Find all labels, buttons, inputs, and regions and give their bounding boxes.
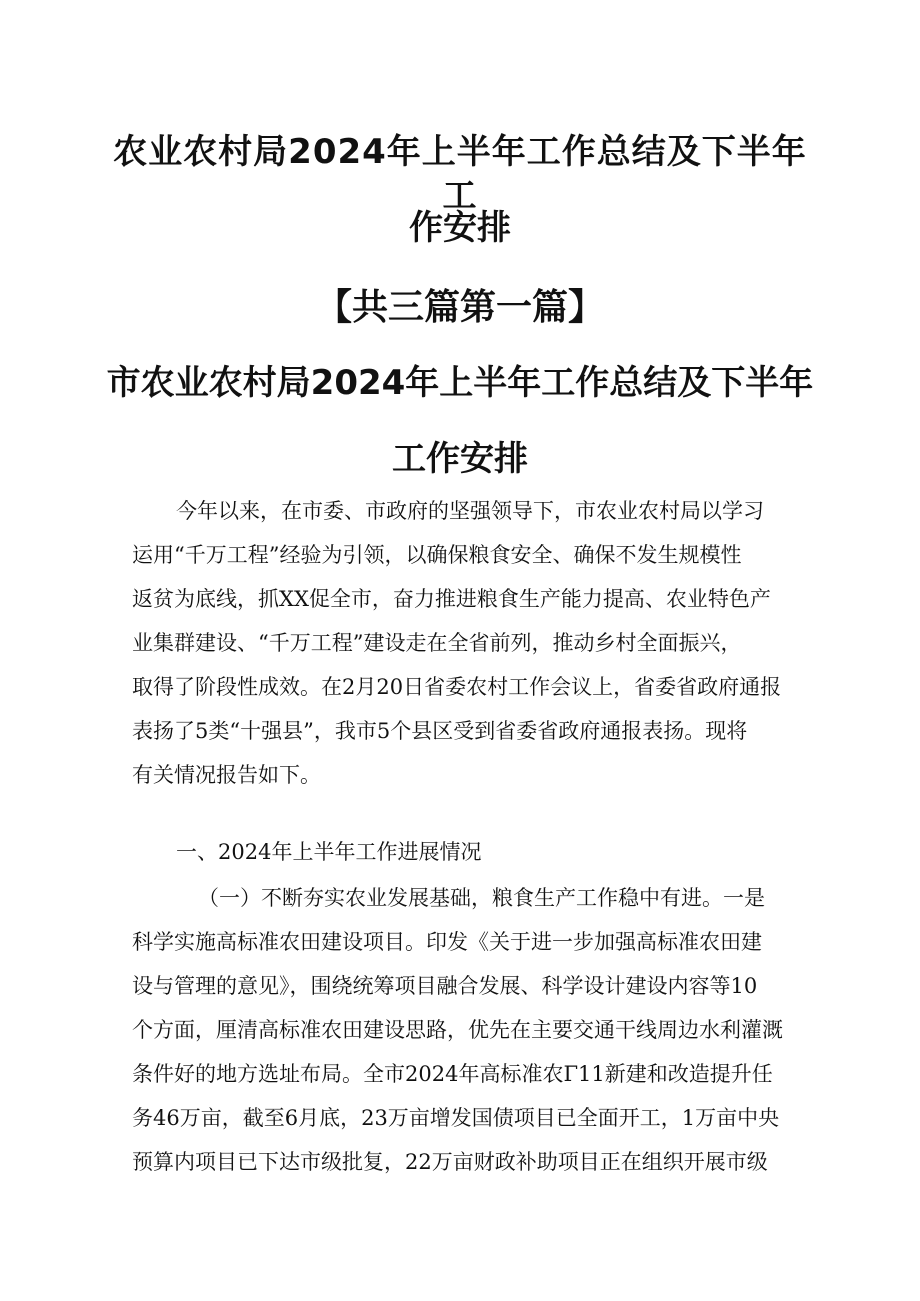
section-heading (132, 830, 792, 874)
paragraph-line: 取得了阶段性成效。在2月20日省委农村工作会议上，省委省政府通报 (132, 675, 782, 699)
paragraph-line: 返贫为底线，抓XX促全市，奋力推进粮食生产能力提高、农业特色产 (132, 587, 771, 611)
paragraph-line: 运用“千万工程”经验为引领，以确保粮食安全、确保不发生规模性 (132, 543, 742, 567)
intro-paragraph (132, 489, 792, 797)
document-subtitle-line-1: 市农业农村局2024年上半年工作总结及下半年 (106, 363, 814, 403)
section-heading-text: 一、2024年上半年工作进展情况 (176, 840, 482, 864)
paragraph-line: 表扬了5类“十强县”，我市5个县区受到省委省政府通报表扬。现将 (132, 719, 748, 743)
paragraph-line: 今年以来，在市委、市政府的坚强领导下，市农业农村局以学习 (176, 499, 764, 523)
paragraph-line: 务46万亩，截至6月底，23万亩增发国债项目已全面开工，1万亩中央 (132, 1106, 780, 1130)
paragraph-line: 预算内项目已下达市级批复，22万亩财政补助项目正在组织开展市级 (132, 1150, 768, 1174)
paragraph-line: 个方面，厘清高标准农田建设思路，优先在主要交通干线周边水利灌溉 (132, 1018, 783, 1042)
paragraph-line: 条件好的地方选址布局。全市2024年高标准农Γ11新建和改造提升任 (132, 1062, 773, 1086)
document-subtitle-line-2: 工作安排 (392, 439, 528, 479)
paragraph-line: 科学实施高标准农田建设项目。印发《关于进一步加强高标准农田建 (132, 930, 762, 954)
paragraph-line: 业集群建设、“千万工程”建设走在全省前列，推动乡村全面振兴， (132, 631, 742, 655)
paragraph-line: （一）不断夯实农业发展基础，粮食生产工作稳中有进。一是 (198, 886, 765, 910)
paragraph-line: 有关情况报告如下。 (132, 763, 321, 787)
paragraph-line: 设与管理的意见》，围绕统筹项目融合发展、科学设计建设内容等10 (132, 974, 758, 998)
document-title-line-1: 农业农村局2024年上半年工作总结及下半年工 (113, 132, 807, 216)
section-marker: 【共三篇第一篇】 (315, 287, 604, 328)
body-paragraph (132, 876, 792, 1184)
document-title-line-2: 作安排 (409, 208, 511, 248)
